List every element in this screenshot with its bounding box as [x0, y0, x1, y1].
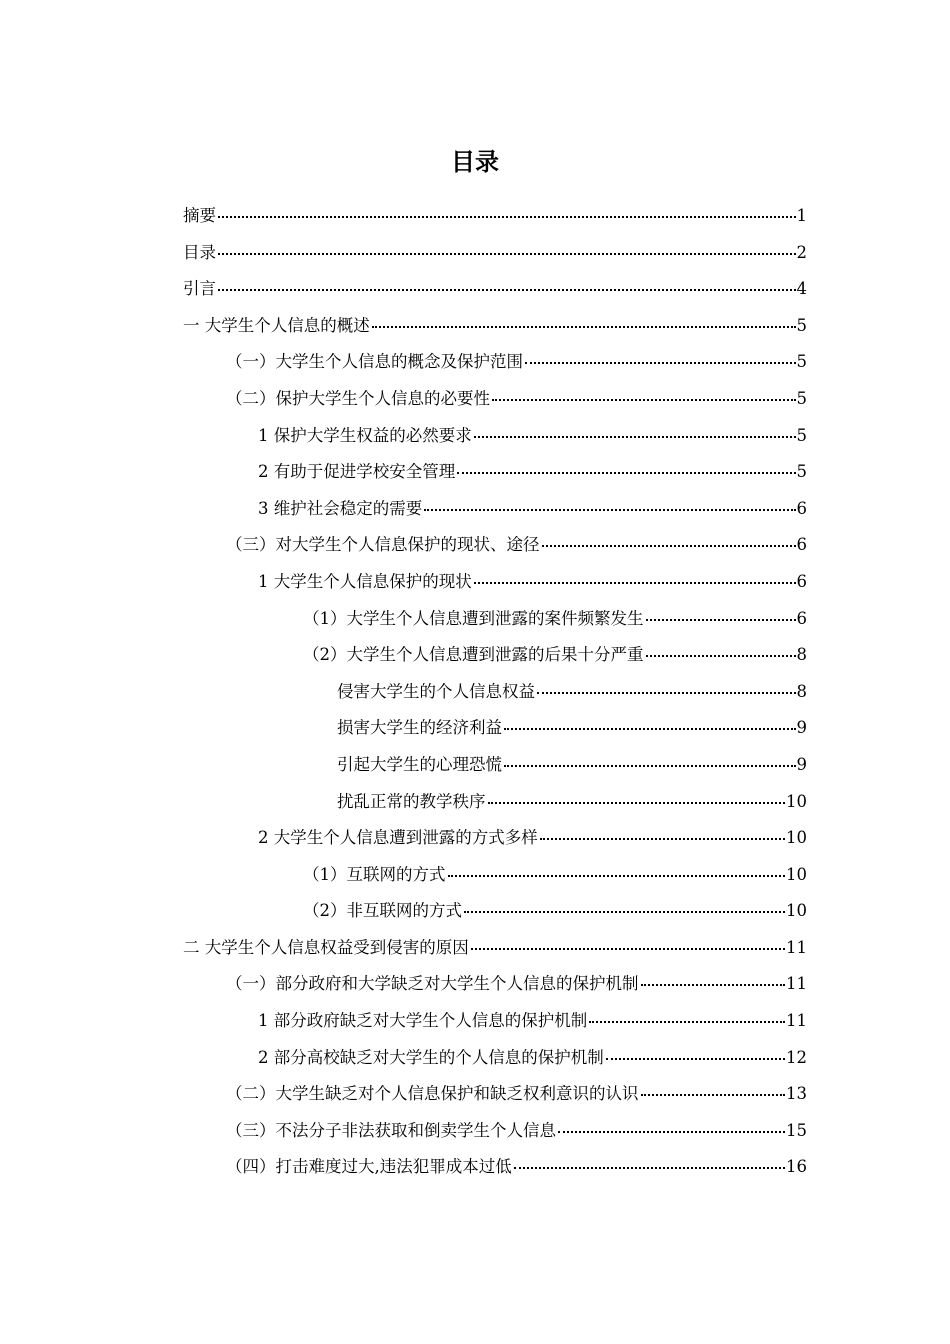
toc-dot-leader: [218, 203, 796, 221]
toc-page-number: 8: [796, 681, 807, 701]
toc-entry[interactable]: [183, 601, 807, 638]
toc-page-number: 11: [786, 974, 807, 994]
toc-dot-leader: [525, 349, 796, 367]
toc-dot-leader: [542, 532, 796, 550]
toc-entry-label: 扰乱正常的教学秩序: [337, 791, 486, 811]
toc-dot-leader: [641, 971, 786, 989]
toc-dot-leader: [474, 423, 796, 441]
toc-entry[interactable]: [183, 893, 807, 930]
toc-page-number: 6: [796, 571, 807, 591]
toc-entry-label: 二 大学生个人信息权益受到侵害的原因: [183, 937, 469, 957]
toc-page-number: 15: [786, 1120, 807, 1140]
toc-page-number: 10: [786, 791, 807, 811]
toc-dot-leader: [606, 1045, 785, 1063]
toc-entry-label: 引起大学生的心理恐慌: [337, 754, 502, 774]
toc-entry-label: 一 大学生个人信息的概述: [183, 315, 370, 335]
toc-entry[interactable]: [183, 1113, 807, 1150]
toc-entry[interactable]: [183, 747, 807, 784]
toc-entry[interactable]: [183, 527, 807, 564]
toc-page-number: 6: [796, 498, 807, 518]
toc-entry-label: 1 部分政府缺乏对大学生个人信息的保护机制: [258, 1011, 588, 1031]
toc-page-number: 10: [786, 828, 807, 848]
toc-dot-leader: [464, 898, 785, 916]
toc-entry[interactable]: [183, 930, 807, 967]
toc-entry-label: （三）对大学生个人信息保护的现状、途径: [226, 535, 540, 555]
toc-entry[interactable]: [183, 1003, 807, 1040]
toc-page-number: 5: [796, 388, 807, 408]
toc-dot-leader: [471, 935, 785, 953]
toc-entry[interactable]: [183, 1076, 807, 1113]
toc-entry-label: 3 维护社会稳定的需要: [258, 498, 423, 518]
toc-entry[interactable]: [183, 966, 807, 1003]
toc-page-number: 2: [796, 242, 807, 262]
toc-dot-leader: [492, 386, 796, 404]
toc-entry[interactable]: [183, 491, 807, 528]
toc-dot-leader: [589, 1008, 785, 1026]
toc-entry-label: （1）互联网的方式: [303, 864, 446, 884]
toc-entry-label: （二）大学生缺乏对个人信息保护和缺乏权利意识的认识: [226, 1084, 639, 1104]
toc-entry-label: 摘要: [183, 206, 216, 225]
toc-entry-label: 2 有助于促进学校安全管理: [258, 462, 456, 482]
toc-dot-leader: [218, 240, 796, 258]
toc-entry-label: （三）不法分子非法获取和倒卖学生个人信息: [226, 1120, 556, 1140]
toc-entry[interactable]: [183, 235, 807, 272]
toc-page-number: 8: [796, 645, 807, 665]
toc-dot-leader: [646, 606, 796, 624]
toc-page-number: 6: [796, 535, 807, 555]
toc-entry-label: 2 部分高校缺乏对大学生的个人信息的保护机制: [258, 1047, 604, 1067]
toc-entry[interactable]: [183, 564, 807, 601]
toc-page-number: 4: [796, 279, 807, 299]
toc-entry-label: 2 大学生个人信息遭到泄露的方式多样: [258, 828, 538, 848]
toc-page-number: 16: [786, 1157, 807, 1177]
toc-entry-label: （四）打击难度过大,违法犯罪成本过低: [226, 1157, 512, 1177]
toc-entry-label: （二）保护大学生个人信息的必要性: [226, 388, 490, 408]
toc-entry-label: 1 大学生个人信息保护的现状: [258, 571, 472, 591]
toc-page-number: 13: [786, 1084, 807, 1104]
toc-page-number: 9: [796, 718, 807, 738]
toc-entry[interactable]: [183, 784, 807, 821]
toc-dot-leader: [514, 1154, 785, 1172]
toc-entry-label: 侵害大学生的个人信息权益: [337, 681, 535, 701]
toc-dot-leader: [448, 862, 786, 880]
toc-entry-label: 1 保护大学生权益的必然要求: [258, 425, 472, 445]
toc-dot-leader: [558, 1118, 785, 1136]
toc-dot-leader: [372, 313, 796, 331]
toc-entry[interactable]: [183, 271, 807, 308]
toc-entry[interactable]: [183, 637, 807, 674]
toc-dot-leader: [474, 569, 796, 587]
toc-dot-leader: [540, 825, 785, 843]
toc-entry-label: （2）非互联网的方式: [303, 901, 462, 921]
toc-entry-label: 损害大学生的经济利益: [337, 718, 502, 738]
toc-dot-leader: [646, 642, 796, 660]
toc-entry[interactable]: [183, 344, 807, 381]
toc-page-number: 6: [796, 608, 807, 628]
toc-entry-label: 目录: [183, 242, 216, 262]
toc-entry-label: 引言: [183, 279, 216, 299]
toc-page-number: 5: [796, 462, 807, 482]
toc-entry-label: （2）大学生个人信息遭到泄露的后果十分严重: [303, 645, 644, 665]
toc-entry[interactable]: [183, 308, 807, 345]
toc-page-number: 1: [796, 206, 807, 225]
toc-entry[interactable]: [183, 674, 807, 711]
toc-entry-label: （一）部分政府和大学缺乏对大学生个人信息的保护机制: [226, 974, 639, 994]
toc-page-number: 5: [796, 352, 807, 372]
toc-page-number: 12: [786, 1047, 807, 1067]
toc-entry[interactable]: [183, 381, 807, 418]
page-title: 目录: [451, 148, 499, 176]
toc-page-number: 10: [786, 901, 807, 921]
toc-entry[interactable]: [183, 418, 807, 455]
toc-dot-leader: [504, 715, 796, 733]
toc-page-number: 5: [796, 315, 807, 335]
toc-entry[interactable]: [183, 710, 807, 747]
toc-dot-leader: [218, 276, 796, 294]
toc-dot-leader: [504, 752, 796, 770]
toc-dot-leader: [641, 1081, 786, 1099]
toc-entry[interactable]: [183, 857, 807, 894]
toc-page-number: 5: [796, 425, 807, 445]
toc-dot-leader: [424, 496, 795, 514]
toc-dot-leader: [488, 789, 786, 807]
toc-entry[interactable]: [183, 198, 807, 235]
toc-dot-leader: [457, 459, 795, 477]
toc-page-number: 9: [796, 754, 807, 774]
toc-dot-leader: [537, 679, 796, 697]
toc-entry[interactable]: [183, 820, 807, 857]
toc-page-number: 10: [786, 864, 807, 884]
toc-page-number: 11: [786, 937, 807, 957]
toc-entry[interactable]: [183, 454, 807, 491]
toc-entry[interactable]: [183, 1040, 807, 1077]
toc-entry-label: （1）大学生个人信息遭到泄露的案件频繁发生: [303, 608, 644, 628]
toc-page-number: 11: [786, 1011, 807, 1031]
toc-entry-label: （一）大学生个人信息的概念及保护范围: [226, 352, 523, 372]
toc-entry[interactable]: [183, 1149, 807, 1186]
table-of-contents: [183, 198, 807, 1186]
